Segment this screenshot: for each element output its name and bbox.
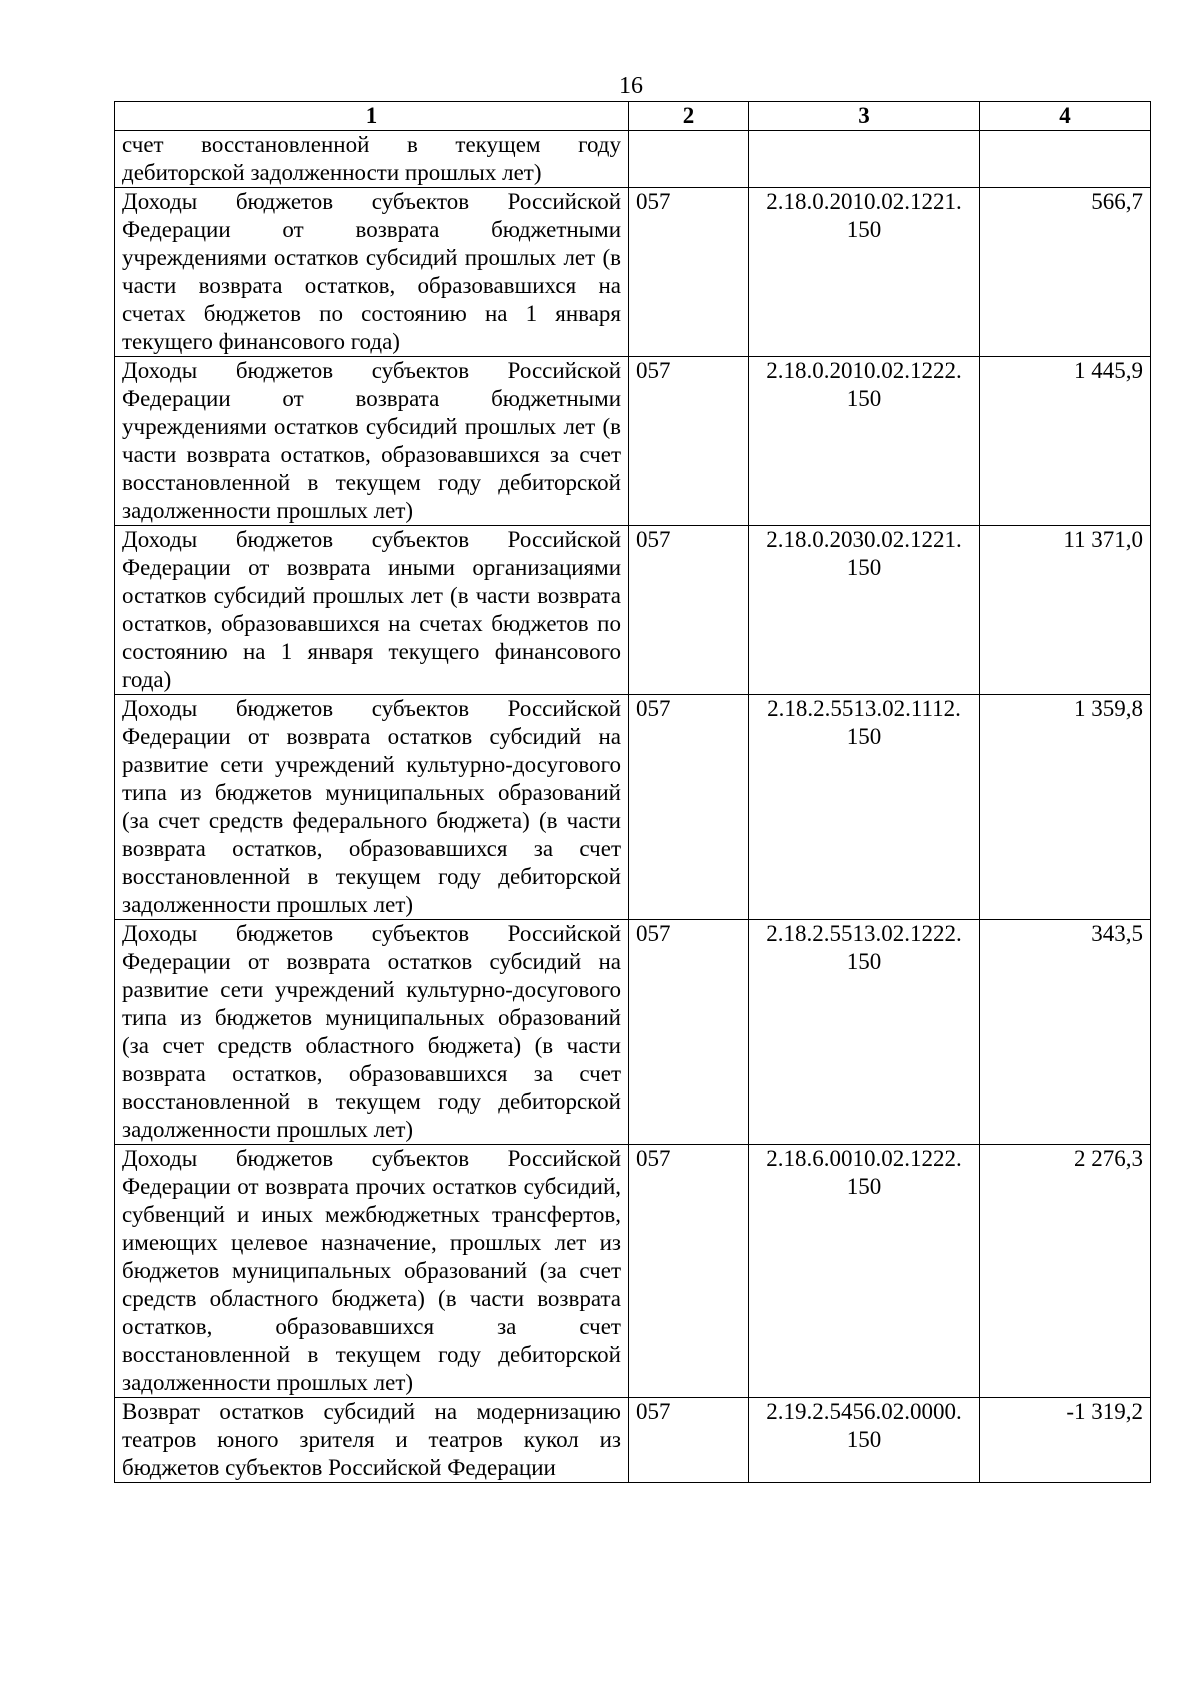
- budget-code-line-2: 150: [846, 1427, 882, 1452]
- budget-code-cell: [749, 1398, 980, 1483]
- column-header-admin: 2: [629, 102, 749, 131]
- budget-code-cell: [749, 188, 980, 357]
- column-header-amount: 4: [980, 102, 1151, 131]
- admin-code-cell: 057: [629, 1398, 749, 1483]
- budget-code-cell: [749, 526, 980, 695]
- income-name-cell: Доходы бюджетов субъектов Российской Федерации от возврата бюджетными учреждениями остатков субсидий прошлых лет (в части возврата остатков, образовавшихся за счет восстановленной в текущем году дебиторской задолженности прошлых лет): [115, 357, 629, 526]
- budget-code-line-1: 2.18.2.5513.02.1222.: [766, 921, 962, 946]
- amount-cell: 1 445,9: [980, 357, 1151, 526]
- admin-code-cell: 057: [629, 695, 749, 920]
- budget-code-line-1: 2.18.6.0010.02.1222.: [766, 1146, 962, 1171]
- budget-code-line-2: 150: [846, 949, 882, 974]
- income-name-cell: Доходы бюджетов субъектов Российской Федерации от возврата бюджетными учреждениями остатков субсидий прошлых лет (в части возврата остатков, образовавшихся на счетах бюджетов по состоянию на 1 января текущего финансового года): [115, 188, 629, 357]
- income-name-cell: Доходы бюджетов субъектов Российской Федерации от возврата иными организациями остатков субсидий прошлых лет (в части возврата остатков, образовавшихся на счетах бюджетов по состоянию на 1 января текущего финансового года): [115, 526, 629, 695]
- budget-code-line-2: 150: [846, 555, 882, 580]
- amount-cell: 343,5: [980, 920, 1151, 1145]
- table-row: [115, 920, 1151, 1145]
- income-name-cell: Доходы бюджетов субъектов Российской Федерации от возврата прочих остатков субсидий, субвенций и иных межбюджетных трансфертов, имеющих целевое назначение, прошлых лет из бюджетов муниципальных образований (за счет средств областного бюджета) (в части возврата остатков, образовавшихся за счет восстановленной в текущем году дебиторской задолженности прошлых лет): [115, 1145, 629, 1398]
- budget-code-line-2: 150: [846, 724, 882, 749]
- table-row: [115, 1398, 1151, 1483]
- column-header-code: 3: [749, 102, 980, 131]
- budget-code-cell: [749, 1145, 980, 1398]
- table-row: [115, 526, 1151, 695]
- budget-code-line-1: 2.18.0.2010.02.1222.: [766, 358, 962, 383]
- admin-code-cell: 057: [629, 357, 749, 526]
- amount-cell: 2 276,3: [980, 1145, 1151, 1398]
- income-name-cell: счет восстановленной в текущем году дебиторской задолженности прошлых лет): [115, 131, 629, 188]
- admin-code-cell: 057: [629, 1145, 749, 1398]
- budget-code-line-1: 2.18.0.2030.02.1221.: [766, 527, 962, 552]
- budget-code-line-2: 150: [846, 386, 882, 411]
- budget-code-cell: [749, 357, 980, 526]
- income-name-cell: Возврат остатков субсидий на модернизацию театров юного зрителя и театров кукол из бюджетов субъектов Российской Федерации: [115, 1398, 629, 1483]
- budget-code-line-1: 2.18.2.5513.02.1112.: [767, 696, 961, 721]
- budget-code-line-2: 150: [846, 1174, 882, 1199]
- table-row: [115, 1145, 1151, 1398]
- budget-code-cell: [749, 695, 980, 920]
- admin-code-cell: [629, 131, 749, 188]
- amount-cell: 566,7: [980, 188, 1151, 357]
- amount-cell: 11 371,0: [980, 526, 1151, 695]
- budget-code-line-1: 2.19.2.5456.02.0000.: [766, 1399, 962, 1424]
- admin-code-cell: 057: [629, 920, 749, 1145]
- table-row: [115, 188, 1151, 357]
- table-header-row: [115, 102, 1151, 131]
- budget-code-line-1: 2.18.0.2010.02.1221.: [766, 189, 962, 214]
- budget-code-cell: [749, 920, 980, 1145]
- page-number: 16: [619, 73, 643, 99]
- budget-code-cell: [749, 131, 980, 188]
- table-row: [115, 131, 1151, 188]
- table-row: [115, 695, 1151, 920]
- amount-cell: 1 359,8: [980, 695, 1151, 920]
- amount-cell: [980, 131, 1151, 188]
- amount-cell: -1 319,2: [980, 1398, 1151, 1483]
- income-name-cell: Доходы бюджетов субъектов Российской Федерации от возврата остатков субсидий на развитие сети учреждений культурно-досугового типа из бюджетов муниципальных образований (за счет средств областного бюджета) (в части возврата остатков, образовавшихся за счет восстановленной в текущем году дебиторской задолженности прошлых лет): [115, 920, 629, 1145]
- column-header-name: 1: [115, 102, 629, 131]
- admin-code-cell: 057: [629, 188, 749, 357]
- income-name-cell: Доходы бюджетов субъектов Российской Федерации от возврата остатков субсидий на развитие сети учреждений культурно-досугового типа из бюджетов муниципальных образований (за счет средств федерального бюджета) (в части возврата остатков, образовавшихся за счет восстановленной в текущем году дебиторской задолженности прошлых лет): [115, 695, 629, 920]
- budget-code-line-2: 150: [846, 217, 882, 242]
- admin-code-cell: 057: [629, 526, 749, 695]
- budget-revenue-table: [114, 101, 1151, 1483]
- table-row: [115, 357, 1151, 526]
